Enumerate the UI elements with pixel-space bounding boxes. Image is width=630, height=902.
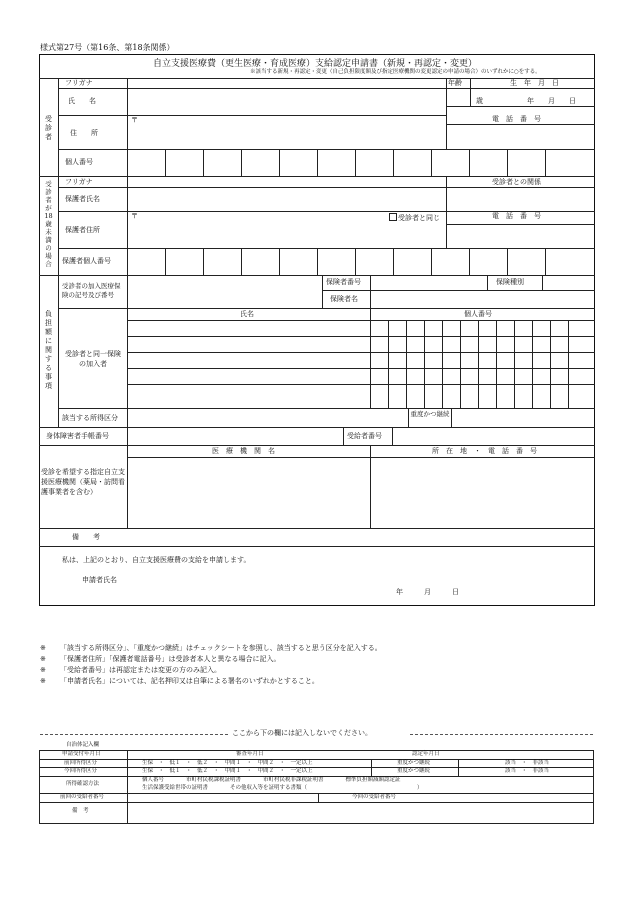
patient-furigana-label: フリガナ — [65, 79, 93, 87]
office-remarks: 備 考 — [72, 808, 89, 814]
dob-label: 生 年 月 日 — [510, 79, 559, 87]
note-item: 「受給者番号」は再認定または変更の方のみ記入。 — [60, 666, 221, 674]
declaration-text: 私は、上記のとおり、自立支援医療費の支給を申請します。 — [62, 556, 251, 564]
office-prev-applicable: 該当 ・ 非該当 — [505, 760, 550, 766]
section-patient: 受診者 — [45, 115, 52, 141]
office-prev-severe: 重度かつ継続 — [397, 760, 431, 766]
patient-phone-label: 電 話 番 号 — [492, 115, 541, 123]
patient-number-label: 個人番号 — [65, 158, 93, 166]
age-unit: 歳 — [476, 97, 483, 105]
insurer-name-label: 保険者名 — [330, 295, 358, 303]
office-prev-recipient: 前回の受給者番号 — [60, 794, 105, 800]
guardian-name-label: 保護者氏名 — [65, 195, 100, 203]
office-confirm-row2: 生活保護受給世帯の証明書 その他収入等を証明する書類（ ） — [142, 785, 423, 791]
guardian-address-field[interactable] — [128, 223, 445, 247]
cutline-right — [410, 734, 593, 735]
note-item: 「該当する所得区分」、「重度かつ継続」はチェックシートを参照し、該当すると思う区分を記入する。 — [60, 644, 382, 652]
same-insurance-label: 受診者と同一保険の加入者 — [65, 350, 121, 368]
office-receipt-date: 申請受付年月日 — [62, 751, 101, 757]
income-category-label: 該当する所得区分 — [62, 414, 118, 422]
office-curr-applicable: 該当 ・ 非該当 — [505, 768, 550, 774]
patient-name-field[interactable] — [128, 89, 445, 114]
disability-handbook-label: 身体障害者手帳番号 — [46, 432, 109, 440]
office-confirm-method: 所得確認方法 — [66, 781, 100, 787]
office-decision-date: 認定年月日 — [412, 751, 440, 757]
guardian-number-label: 保護者個人番号 — [62, 257, 111, 265]
insurance-type-label: 保険種別 — [496, 278, 524, 286]
office-prev-income: 前回所得区分 — [64, 760, 98, 766]
form-number: 様式第27号（第16条、第18条関係） — [40, 43, 175, 52]
office-selection-date: 審査年月日 — [236, 751, 264, 757]
institution-address-header: 所 在 地 ・ 電 話 番 号 — [432, 447, 537, 455]
note-item: 「保護者住所」「保護者電話番号」は受診者本人と異なる場合に記入。 — [60, 655, 281, 663]
guardian-postal-mark: 〒 — [131, 212, 138, 220]
office-curr-severe: 重度かつ継続 — [397, 768, 431, 774]
note-mark: ※ — [40, 655, 46, 663]
section-burden: 負担額に関する事項 — [45, 310, 52, 390]
office-curr-recipient: 今回の受給者番号 — [352, 794, 397, 800]
same-as-patient-checkbox[interactable]: 受診者と同じ — [389, 213, 440, 222]
institution-label: 受診を希望する指定自立支援医療機関（薬局・訪問看護事業者を含む） — [41, 468, 125, 496]
form-subtitle: ※該当する新規・再認定・変更（自己負担限度額及び指定医療機関の変更認定の申請の場合）のいずれかに○をする。 — [250, 69, 541, 75]
note-mark: ※ — [40, 644, 46, 652]
office-title: 自治体記入欄 — [66, 742, 100, 748]
office-curr-income-options: 生保 ・ 低１ ・ 低２ ・ 中間１ ・ 中間２ ・ 一定以上 — [142, 768, 313, 774]
patient-name-label: 氏 名 — [68, 97, 96, 105]
applicant-name-label: 申請者氏名 — [82, 576, 117, 584]
severe-continuing-label: 重度かつ継続 — [410, 410, 450, 418]
form-title: 自立支援医療費（更生医療・育成医療）支給認定申請書（新規・再認定・変更） — [152, 59, 477, 69]
recipient-number-label: 受給者番号 — [347, 432, 382, 440]
member-number-header: 個人番号 — [464, 310, 492, 318]
section-guardian: 受診者が18歳未満の場合 — [44, 180, 53, 268]
note-mark: ※ — [40, 666, 46, 674]
insurance-symbol-label: 受診者の加入医療保険の記号及び番号 — [62, 282, 121, 299]
guardian-address-label: 保護者住所 — [65, 226, 100, 234]
cutline-text: ここから下の欄には記入しないでください。 — [232, 729, 372, 737]
office-prev-income-options: 生保 ・ 低１ ・ 低２ ・ 中間１ ・ 中間２ ・ 一定以上 — [142, 760, 313, 766]
dob-value: 年 月 日 — [527, 97, 576, 105]
note-mark: ※ — [40, 677, 46, 685]
patient-address-label: 住 所 — [70, 129, 98, 137]
guardian-name-field[interactable] — [128, 188, 445, 210]
institution-name-header: 医 療 機 関 名 — [212, 447, 275, 455]
cutline-left — [40, 734, 228, 735]
age-label: 年齢 — [448, 79, 462, 87]
remarks-label: 備 考 — [72, 533, 100, 541]
office-curr-income: 今回所得区分 — [64, 768, 98, 774]
insurer-number-label: 保険者番号 — [326, 278, 361, 286]
note-item: 「申請者氏名」については、記名押印又は自筆による署名のいずれかとすること。 — [60, 677, 319, 685]
office-confirm-row1: 個人番号 市町村民税課税証明書 市町村民税非課税証明書 標準負担額減額認定証 — [142, 777, 401, 783]
patient-address-field[interactable] — [128, 116, 445, 148]
member-name-header: 氏名 — [240, 310, 254, 318]
relation-label: 受診者との関係 — [492, 178, 541, 186]
application-date: 年 月 日 — [396, 588, 459, 596]
guardian-furigana-label: フリガナ — [65, 178, 93, 186]
patient-postal-mark: 〒 — [131, 116, 138, 124]
guardian-phone-label: 電 話 番 号 — [492, 212, 541, 220]
